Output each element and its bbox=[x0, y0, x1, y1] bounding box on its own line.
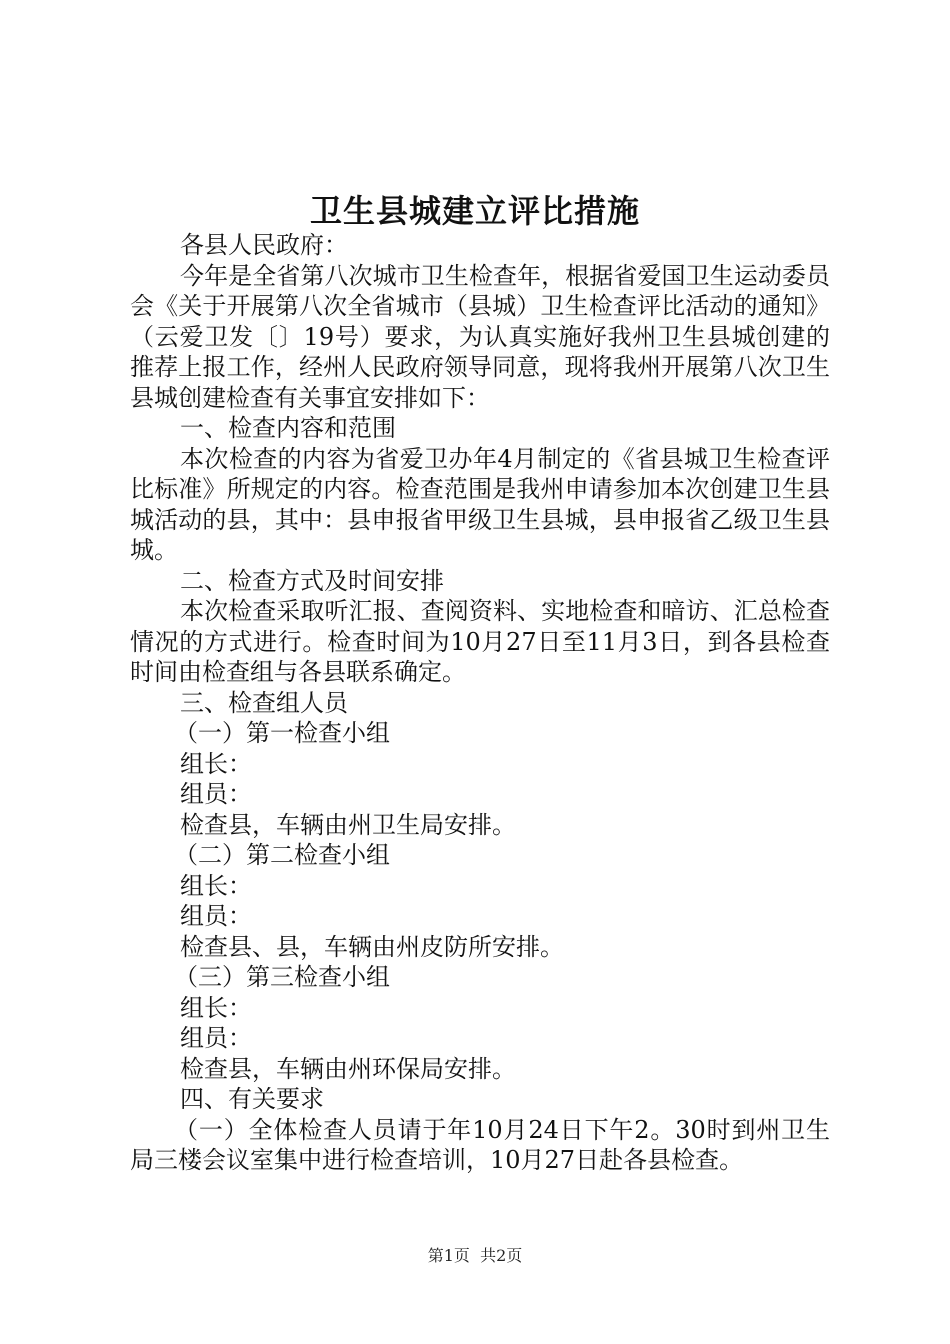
section-heading-1: 一、检查内容和范围 bbox=[180, 414, 396, 442]
group-2-assignment: 检查县、县，车辆由州皮防所安排。 bbox=[180, 932, 564, 961]
group-2-members: 组员： bbox=[180, 902, 252, 930]
group-3-leader: 组长： bbox=[180, 993, 252, 1022]
salutation: 各县人民政府： bbox=[180, 231, 348, 259]
intro-paragraph: 今年是全省第八次城市卫生检查年，根据省爱国卫生运动委员会《关于开展第八次全省城市（县城）卫生检查评比活动的通知》（云爱卫发〔〕19号）要求，为认真实施好我州卫生县城创建的推荐上报工作，经州人民政府领导同意，现将我州开展第八次卫生县城创建检查有关事宜安排如下： bbox=[130, 261, 830, 412]
group-1-leader: 组长： bbox=[180, 749, 252, 778]
section-heading-3: 三、检查组人员 bbox=[180, 688, 348, 717]
group-3-assignment: 检查县，车辆由州环保局安排。 bbox=[180, 1054, 516, 1083]
group-1-heading: （一）第一检查小组 bbox=[174, 719, 390, 747]
document-title: 卫生县城建立评比措施 bbox=[309, 192, 640, 230]
requirement-1-paragraph: （一）全体检查人员请于年10月24日下午2。30时到州卫生局三楼会议室集中进行检查培训，10月27日赴各县检查。 bbox=[130, 1115, 830, 1174]
group-1-members: 组员： bbox=[180, 780, 252, 808]
document-body bbox=[130, 230, 830, 1176]
group-2-leader: 组长： bbox=[180, 871, 252, 900]
section-heading-2: 二、检查方式及时间安排 bbox=[180, 566, 444, 595]
section-2-paragraph: 本次检查采取听汇报、查阅资料、实地检查和暗访、汇总检查情况的方式进行。检查时间为10月27日至11月3日，到各县检查时间由检查组与各县联系确定。 bbox=[130, 597, 830, 686]
section-1-paragraph: 本次检查的内容为省爱卫办年4月制定的《省县城卫生检查评比标准》所规定的内容。检查范围是我州申请参加本次创建卫生县城活动的县，其中：县申报省甲级卫生县城，县申报省乙级卫生县城。 bbox=[130, 444, 830, 564]
page-number-label: 第1页 共2页 bbox=[427, 1246, 523, 1265]
group-3-members: 组员： bbox=[180, 1024, 252, 1052]
group-1-assignment: 检查县，车辆由州卫生局安排。 bbox=[180, 810, 516, 839]
section-heading-4: 四、有关要求 bbox=[180, 1085, 324, 1113]
page-footer bbox=[0, 1243, 950, 1266]
group-3-heading: （三）第三检查小组 bbox=[174, 963, 390, 991]
group-2-heading: （二）第二检查小组 bbox=[174, 841, 390, 869]
